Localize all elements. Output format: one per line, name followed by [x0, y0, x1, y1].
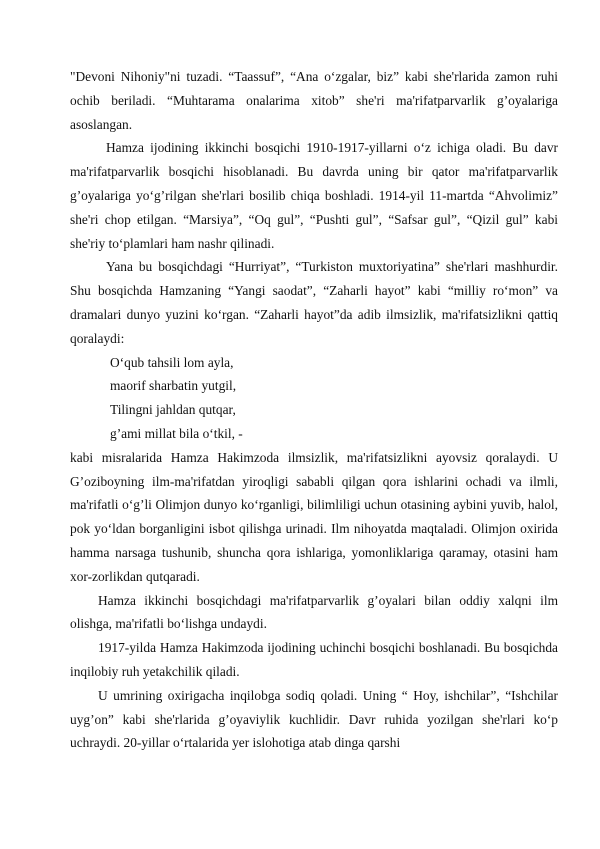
document-page	[70, 65, 558, 755]
verse-line: O‘qub tahsili lom ayla,	[110, 354, 234, 370]
paragraph-after-verse: kabi misralarida Hamza Hakimzoda ilmsizlik, ma'rifatsizlikni ayovsiz qoralaydi. U G’oziboyning ilm-ma'rifatdan yiroqligi sababli qilgan qora ishlarini ochadi va ilmli, ma'rifatli o‘g’li Olimjon dunyo ko‘rganligi, bilimliligi uchun otasining aybini yuvib, halol, pok yo‘ldan borganligini isbot qilishga urinadi. Ilm nihoyatda maqtaladi. Olimjon oxirida hamma narsaga tushunib, shuncha qora ishlariga, yomonliklariga qaramay, otasini ham xor-zorlikdan qutqaradi.	[70, 449, 558, 584]
paragraph-hurriyat: Yana bu bosqichdagi “Hurriyat”, “Turkiston muxtoriyatina” she'rlari mashhurdir. Shu bosqichda Hamzaning “Yangi saodat”, “Zaharli hayot” kabi “milliy ro‘mon” va dramalari dunyo yuzini ko‘rgan. “Zaharli hayot”da adib ilmsizlik, ma'rifatsizlikni qattiq qoralaydi:	[70, 259, 558, 346]
paragraph-intro: "Devoni Nihoniy"ni tuzadi. “Taassuf”, “Ana o‘zgalar, biz” kabi she'rlarida zamon ruhi ochib beriladi. “Muhtarama onalarima xitob” she'ri ma'rifatparvarlik g’oyalariga asoslangan.	[70, 69, 558, 132]
verse-line: Tilingni jahldan qutqar,	[110, 402, 236, 418]
paragraph-enlightenment: Hamza ikkinchi bosqichdagi ma'rifatparvarlik g’oyalari bilan oddiy xalqni ilm olishga, ma'rifatli bo‘lishga undaydi.	[70, 592, 558, 632]
paragraph-second-stage: Hamza ijodining ikkinchi bosqichi 1910-1917-yillarni o‘z ichiga oladi. Bu davr ma'rifatparvarlik bosqichi hisoblanadi. Bu davrda uning bir qator ma'rifatparvarlik g’oyalariga yo‘g’rilgan she'rlari bosilib chiqa boshladi. 1914-yil 11-martda “Ahvolimiz” she'ri chop etilgan. “Marsiya”, “Oq gul”, “Pushti gul”, “Safsar gul”, “Qizil gul” kabi she'riy to‘plamlari ham nashr qilinadi.	[70, 140, 558, 251]
verse-quote	[70, 351, 558, 446]
verse-line: g’ami millat bila o‘tkil, -	[110, 425, 243, 441]
paragraph-revolution: U umrining oxirigacha inqilobga sodiq qoladi. Uning “ Hoy, ishchilar”, “Ishchilar uyg’on” kabi she'rlarida g’oyaviylik kuchlidir. Davr ruhida yozilgan she'rlari ko‘p uchraydi. 20-yillar o‘rtalarida yer islohotiga atab dinga qarshi	[70, 687, 558, 751]
verse-line: maorif sharbatin yutgil,	[110, 378, 237, 394]
paragraph-third-stage: 1917-yilda Hamza Hakimzoda ijodining uchinchi bosqichi boshlanadi. Bu bosqichda inqilobiy ruh yetakchilik qiladi.	[70, 640, 558, 679]
